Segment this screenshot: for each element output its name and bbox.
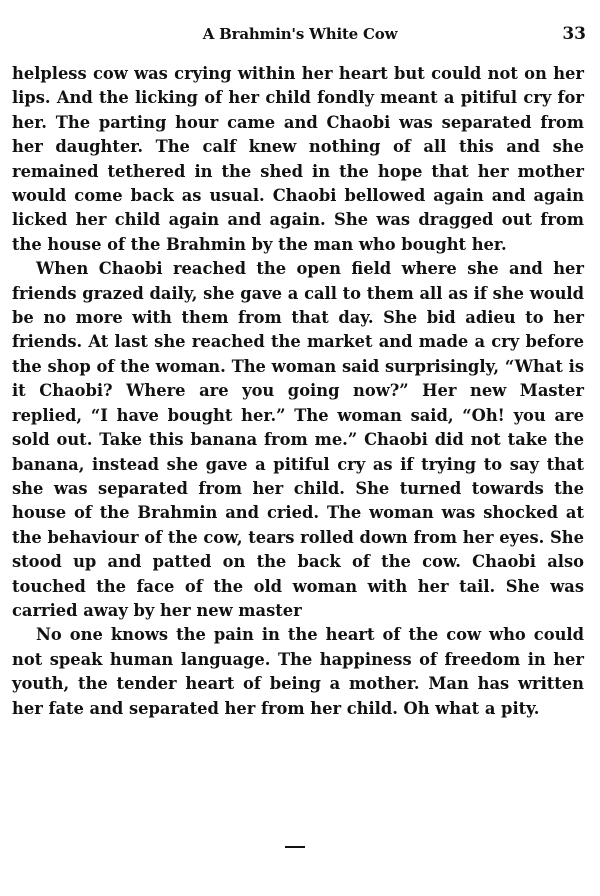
page-header	[0, 22, 600, 48]
paragraph: No one knows the pain in the heart of the cow who could not speak human language. The happiness of freedom in her youth, the tender heart of being a mother. Man has written her fate and separated her from her child. Oh what a pity.	[12, 625, 584, 718]
paragraph-continued: helpless cow was crying within her heart but could not on her lips. And the licking of her child fondly meant a pitiful cry for her. The parting hour came and Chaobi was separated from her daughter. The calf knew nothing of all this and she remained tethered in the shed in the hope that her mother would come back as usual. Chaobi bellowed again and again licked her child again and again. She was dragged out from the house of the Brahmin by the man who bought her.	[12, 64, 584, 254]
page-number: 33	[562, 24, 586, 44]
paragraph: When Chaobi reached the open field where she and her friends grazed daily, she gave a call to them all as if she would be no more with them from that day. She bid adieu to her friends. At last she reached the market and made a cry before the shop of the woman. The woman said surprisingly, “What is it Chaobi? Where are you going now?” Her new Master replied, “I have bought her.” The woman said, “Oh! you are sold out. Take this banana from me.” Chaobi did not take the banana, instead she gave a pitiful cry as if trying to say that she was separated from her child. She turned towards the house of the Brahmin and cried. The woman was shocked at the behaviour of the cow, tears rolled down from her eyes. She stood up and patted on the back of the cow. Chaobi also touched the face of the old woman with her tail. She was carried away by her new master	[12, 259, 584, 620]
end-of-section-rule	[285, 846, 305, 848]
running-title: A Brahmin's White Cow	[202, 25, 398, 43]
body-text	[12, 62, 584, 721]
